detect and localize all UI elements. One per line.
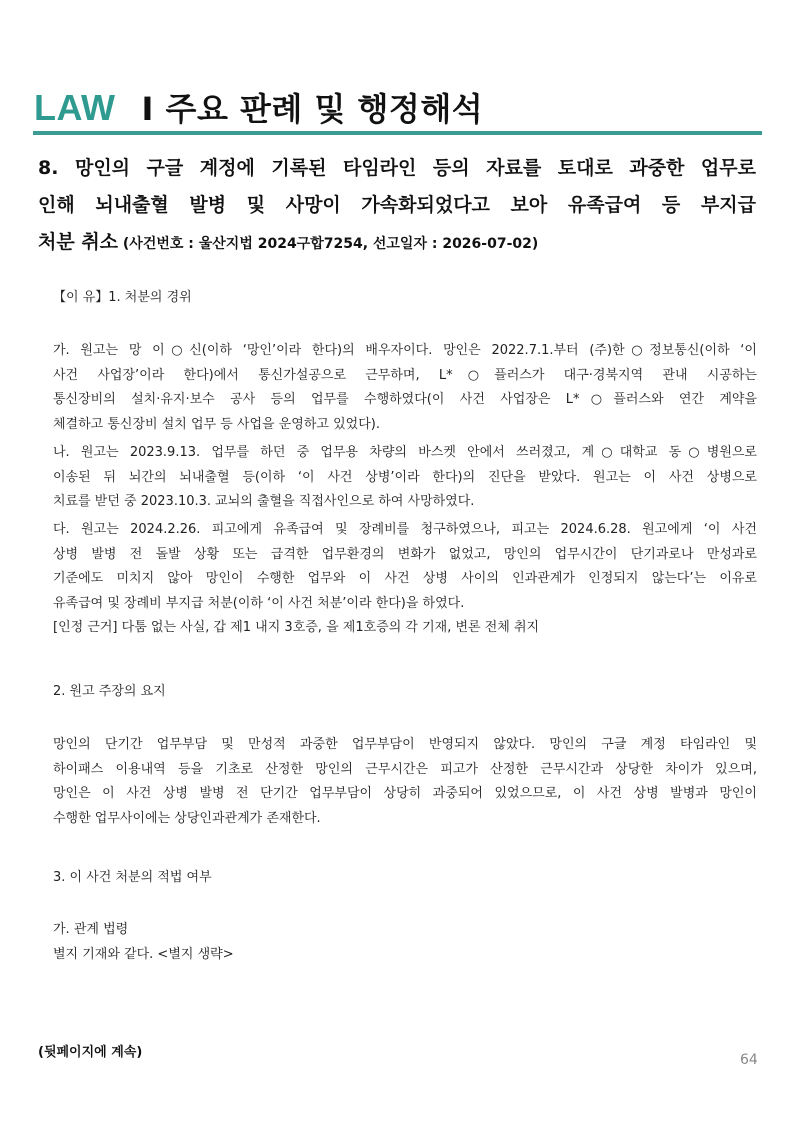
law-heading: 가. 관계 법령 — [53, 922, 129, 937]
claim-line-2: 하이패스 이용내역 등을 기초로 산정한 망인의 근무시간은 피고가 산정한 근무시간과 상당한 차이가 있으며, — [53, 761, 757, 777]
case-title-line-2: 인해 뇌내출혈 발병 및 사망이 가속화되었다고 보아 유족급여 등 부지급 — [38, 194, 756, 216]
ga-line-3: 통신장비의 설치·유지·보수 공사 등의 업무를 수행하였다(이 사건 사업장은 L*○플러스와 연간 계약을 — [53, 392, 757, 407]
claim-line-4: 수행한 업무사이에는 상당인과관계가 존재한다. — [53, 810, 321, 826]
claim-heading: 2. 원고 주장의 요지 — [53, 684, 166, 699]
claim-line-1: 망인의 단기간 업무부담 및 만성적 과중한 업무부담이 반영되지 않았다. 망인의 구글 계정 타임라인 및 — [53, 737, 757, 752]
legality-heading: 3. 이 사건 처분의 적법 여부 — [53, 870, 212, 885]
reason-heading: 【이 유】1. 처분의 경위 — [53, 290, 192, 305]
section-header — [34, 84, 483, 130]
claim-line-3: 망인은 이 사건 상병 발병 전 단기간 업무부담이 상당히 과중되어 있었으므로, 이 사건 상병 발병과 망인이 — [53, 786, 757, 801]
paragraph-ga — [53, 339, 757, 437]
case-title-line-3 — [38, 224, 756, 263]
ga-line-1: 가. 원고는 망 이○신(이하 ‘망인’이라 한다)의 배우자이다. 망인은 2022.7.1.부터 (주)한○정보통신(이하 ‘이 — [53, 343, 757, 358]
paragraph-na — [53, 441, 757, 515]
evidence-line: [인정 근거] 다툼 없는 사실, 갑 제1 내지 3호증, 을 제1호증의 각 기재, 변론 전체 취지 — [53, 620, 540, 635]
ga-line-4: 체결하고 통신장비 설치 업무 등 사업을 운영하고 있었다). — [53, 416, 380, 432]
na-line-1: 나. 원고는 2023.9.13. 업무를 하던 중 업무용 차량의 바스켓 안에서 쓰러졌고, 계○대학교 동○병원으로 — [53, 445, 757, 460]
paragraph-claim — [53, 733, 757, 831]
continue-note: (뒷페이지에 계속) — [38, 1045, 143, 1060]
header-divider — [33, 131, 762, 135]
case-title-tail: 처분 취소 — [38, 231, 119, 253]
da-line-3: 기준에도 미치지 않아 망인이 수행한 업무와 이 사건 상병 사이의 인과관계가 인정되지 않는다’는 이유로 — [53, 571, 757, 586]
da-line-1: 다. 원고는 2024.2.26. 피고에게 유족급여 및 장례비를 청구하였으나, 피고는 2024.6.28. 원고에게 ‘이 사건 — [53, 522, 757, 537]
case-meta: (사건번호 : 울산지법 2024구합7254, 선고일자 : 2026-07-02) — [118, 236, 539, 252]
da-line-2: 상병 발병 전 돌발 상황 또는 급격한 업무환경의 변화가 없었고, 망인의 업무시간이 단기과로나 만성과로 — [53, 546, 757, 562]
paragraph-law — [53, 918, 757, 967]
ga-line-2: 사건 사업장’이라 한다)에서 통신가설공으로 근무하며, L*○플러스가 대구·경북지역 관내 시공하는 — [53, 367, 757, 383]
case-title — [38, 150, 756, 263]
section-title: I 주요 판례 및 행정해석 — [141, 90, 484, 128]
case-title-line-1: 8. 망인의 구글 계정에 기록된 타임라인 등의 자료를 토대로 과중한 업무로 — [38, 157, 756, 179]
na-line-3: 치료를 받던 중 2023.10.3. 교뇌의 출혈을 직접사인으로 하여 사망하였다. — [53, 494, 475, 509]
paragraph-da — [53, 518, 757, 641]
law-text: 별지 기재와 같다. <별지 생략> — [53, 946, 234, 962]
da-line-4: 유족급여 및 장례비 부지급 처분(이하 ‘이 사건 처분’이라 한다)을 하였다. — [53, 595, 465, 611]
law-label: LAW — [34, 87, 116, 128]
na-line-2: 이송된 뒤 뇌간의 뇌내출혈 등(이하 ‘이 사건 상병’이라 한다)의 진단을 받았다. 원고는 이 사건 상병으로 — [53, 469, 757, 485]
page-number: 64 — [740, 1052, 758, 1068]
